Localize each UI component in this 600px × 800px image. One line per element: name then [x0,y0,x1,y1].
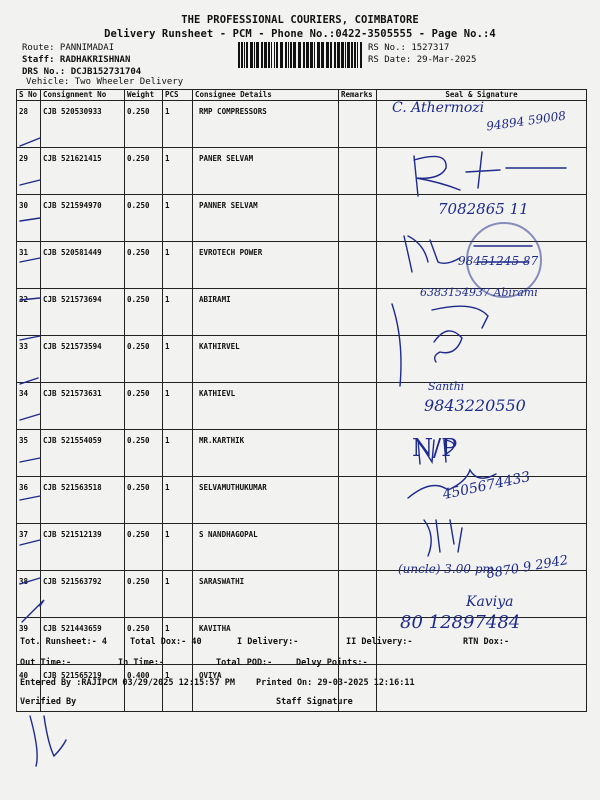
cell-weight: 0.250 [125,524,163,571]
total-runsheet: Tot. Runsheet:- 4 [20,637,107,647]
cell-pcs: 1 [163,477,193,524]
route-label: Route: PANNIMADAI [22,43,115,53]
cell-pcs: 1 [163,195,193,242]
cell-remarks [339,101,377,148]
ii-delivery: II Delivery:- [346,637,413,647]
cell-weight: 0.250 [125,618,163,665]
cell-cno: CJB 521563792 [41,571,125,618]
cell-remarks [339,383,377,430]
cell-weight: 0.250 [125,477,163,524]
table-row [17,148,587,195]
cell-cno: CJB 521563518 [41,477,125,524]
out-time: Out Time:- [20,658,72,668]
cell-remarks [339,524,377,571]
cell-remarks [339,477,377,524]
cell-remarks [339,289,377,336]
phone-row-39: 8870 9 2942 [485,552,570,583]
staff-signature-label: Staff Signature [276,697,353,707]
cell-consignee: SARASWATHI [193,571,339,618]
col-weight: Weight [125,90,163,101]
cell-weight: 0.250 [125,289,163,336]
cell-weight: 0.250 [125,336,163,383]
cell-sno: 29 [17,148,41,195]
cell-seal [377,430,587,477]
table-row [17,430,587,477]
cell-consignee: S NANDHAGOPAL [193,524,339,571]
cell-cno: CJB 521621415 [41,148,125,195]
cell-seal [377,336,587,383]
cell-consignee: KAVITHA [193,618,339,665]
i-delivery: I Delivery:- [237,637,299,647]
entered-by: Entered By :RAJIPCM 03/29/2025 12:15:57 PM [20,678,235,688]
cell-pcs: 1 [163,148,193,195]
cell-cno: CJB 520581449 [41,242,125,289]
staff-label: Staff: RADHAKRISHNAN [22,55,131,65]
cell-consignee: RMP COMPRESSORS [193,101,339,148]
cell-cno: CJB 521573694 [41,289,125,336]
verified-by-label: Verified By [20,697,77,707]
cell-cno: CJB 521512139 [41,524,125,571]
cell-weight: 0.400 [125,665,163,712]
note-row-36: N/P [412,434,458,462]
phone-row-32a: 98451245 87 [458,254,539,268]
runsheet-subtitle: Delivery Runsheet - PCM - Phone No.:0422-3505555 - Page No.:4 [104,28,496,40]
cell-consignee: PANER SELVAM [193,148,339,195]
cell-weight: 0.250 [125,430,163,477]
cell-consignee: EVROTECH POWER [193,242,339,289]
cell-consignee: SELVAMUTHUKUMAR [193,477,339,524]
rtn-dox: RTN Dox:- [463,637,510,647]
cell-sno: 40 [17,665,41,712]
cell-pcs: 1 [163,336,193,383]
in-time: In Time:- [118,658,165,668]
cell-pcs: 1 [163,289,193,336]
rs-date: RS Date: 29-Mar-2025 [368,55,477,65]
table-row [17,336,587,383]
cell-sno: 39 [17,618,41,665]
col-consignment: Consignment No [41,90,125,101]
rs-number: RS No.: 1527317 [368,43,450,53]
phone-row-28: 94894 59008 [485,108,567,134]
cell-sno: 37 [17,524,41,571]
cell-consignee: MR.KARTHIK [193,430,339,477]
cell-sno: 33 [17,336,41,383]
cell-weight: 0.250 [125,383,163,430]
cell-cno: CJB 521594970 [41,195,125,242]
cell-seal [377,148,587,195]
cell-seal [377,665,587,712]
cell-pcs: 1 [163,383,193,430]
name-row-40: Kaviya [466,594,514,610]
table-header-row [17,90,587,101]
cell-remarks [339,148,377,195]
cell-cno: CJB 521573631 [41,383,125,430]
cell-cno: CJB 521443659 [41,618,125,665]
cell-pcs: 1 [163,665,193,712]
cell-sno: 38 [17,571,41,618]
cell-weight: 0.250 [125,571,163,618]
cell-sno: 30 [17,195,41,242]
note-row-39: (uncle) 3.00 pm [398,562,494,576]
col-seal-signature: Seal & Signature [377,90,587,101]
printed-on: Printed On: 29-03-2025 12:16:11 [256,678,415,688]
cell-cno: CJB 521554059 [41,430,125,477]
cell-weight: 0.250 [125,195,163,242]
cell-sno: 31 [17,242,41,289]
phone-row-35: 9843220550 [424,396,526,415]
cell-weight: 0.250 [125,101,163,148]
cell-weight: 0.250 [125,242,163,289]
phone-row-40: 80 12897484 [400,612,521,633]
vehicle-label: Vehicle: Two Wheeler Delivery [26,77,184,87]
cell-pcs: 1 [163,430,193,477]
name-row-35: Santhi [428,380,465,393]
cell-pcs: 1 [163,524,193,571]
delivery-points: Delvy Points:- [296,658,368,668]
col-consignee: Consignee Details [193,90,339,101]
drs-number: DRS No.: DCJB152731704 [22,67,142,77]
phone-row-32b: 6383154937 Abirami [420,286,538,299]
total-dox: Total Dox:- 40 [130,637,202,647]
cell-pcs: 1 [163,101,193,148]
col-remarks: Remarks [339,90,377,101]
cell-sno: 28 [17,101,41,148]
cell-remarks [339,242,377,289]
signature-row-28: C. Athermozi [392,100,485,116]
cell-consignee: PANNER SELVAM [193,195,339,242]
cell-remarks [339,336,377,383]
cell-consignee: OVIYA [193,665,339,712]
cell-cno: CJB 521573594 [41,336,125,383]
cell-pcs: 1 [163,571,193,618]
cell-consignee: KATHIRVEL [193,336,339,383]
cell-sno: 32 [17,289,41,336]
cell-sno: 36 [17,477,41,524]
cell-weight: 0.250 [125,148,163,195]
cell-pcs: 1 [163,618,193,665]
cell-pcs: 1 [163,242,193,289]
total-pod: Total POD:- [216,658,273,668]
phone-row-30: 7082865 11 [438,200,529,218]
company-title: THE PROFESSIONAL COURIERS, COIMBATORE [181,14,419,26]
phone-row-37: 4505674433 [441,468,532,504]
cell-remarks [339,430,377,477]
col-sno: S No [17,90,41,101]
cell-cno: CJB 520530933 [41,101,125,148]
cell-sno: 35 [17,430,41,477]
cell-cno: CJB 521565219 [41,665,125,712]
cell-sno: 34 [17,383,41,430]
cell-consignee: ABIRAMI [193,289,339,336]
cell-remarks [339,195,377,242]
col-pcs: PCS [163,90,193,101]
barcode [238,42,362,68]
cell-consignee: KATHIEVL [193,383,339,430]
cell-remarks [339,571,377,618]
